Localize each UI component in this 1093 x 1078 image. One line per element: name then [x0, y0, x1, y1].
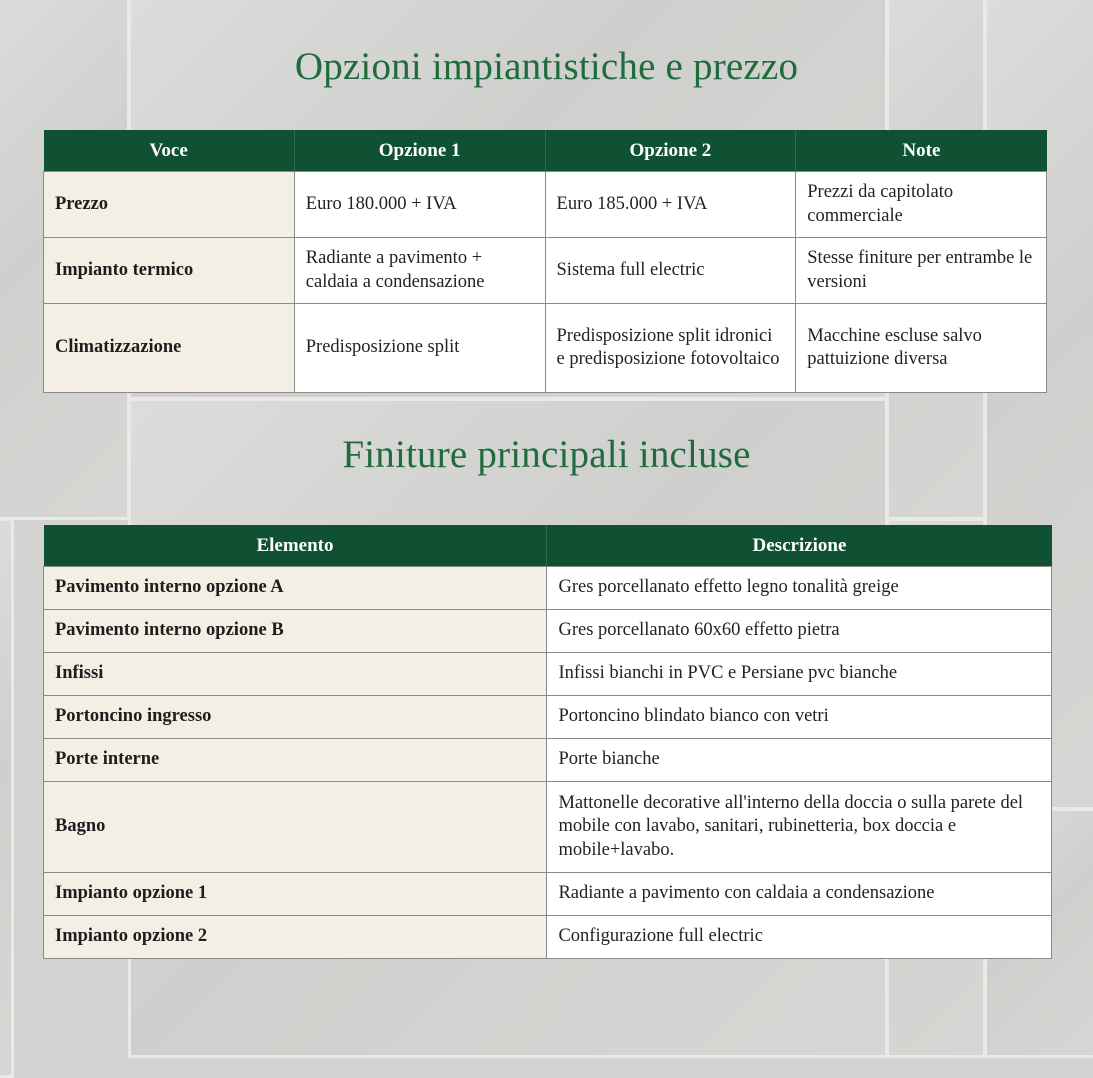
cell-note: Prezzi da capitolato commerciale [796, 172, 1047, 238]
column-header-elemento: Elemento [44, 525, 547, 567]
cell-opzione-2: Euro 185.000 + IVA [545, 172, 796, 238]
table-row [44, 782, 1052, 873]
cell-opzione-1: Euro 180.000 + IVA [294, 172, 545, 238]
row-label: Portoncino ingresso [44, 696, 547, 739]
column-header-note: Note [796, 130, 1047, 172]
column-header-opzione-2: Opzione 2 [545, 130, 796, 172]
row-label: Climatizzazione [44, 304, 295, 393]
row-label: Porte interne [44, 739, 547, 782]
table-row [44, 172, 1047, 238]
column-header-voce: Voce [44, 130, 295, 172]
cell-opzione-2: Sistema full electric [545, 238, 796, 304]
cell-opzione-1: Predisposizione split [294, 304, 545, 393]
row-label: Impianto opzione 2 [44, 916, 547, 959]
table-row [44, 739, 1052, 782]
section-title-options: Opzioni impiantistiche e prezzo [294, 45, 799, 88]
options-price-table [43, 130, 1047, 393]
table-header-row [44, 130, 1047, 172]
table-header-row [44, 525, 1052, 567]
table-row [44, 567, 1052, 610]
row-label: Pavimento interno opzione A [44, 567, 547, 610]
cell-opzione-1: Radiante a pavimento + caldaia a condensazione [294, 238, 545, 304]
row-label: Prezzo [44, 172, 295, 238]
column-header-opzione-1: Opzione 1 [294, 130, 545, 172]
row-label: Infissi [44, 653, 547, 696]
finishes-table [43, 525, 1052, 959]
cell-descrizione: Gres porcellanato effetto legno tonalità greige [547, 567, 1052, 610]
section-title-finishes: Finiture principali incluse [342, 433, 751, 476]
row-label: Bagno [44, 782, 547, 873]
table-row [44, 653, 1052, 696]
cell-descrizione: Portoncino blindato bianco con vetri [547, 696, 1052, 739]
cell-note: Stesse finiture per entrambe le versioni [796, 238, 1047, 304]
cell-descrizione: Infissi bianchi in PVC e Persiane pvc bianche [547, 653, 1052, 696]
table-row [44, 610, 1052, 653]
table-row [44, 238, 1047, 304]
row-label: Impianto termico [44, 238, 295, 304]
cell-descrizione: Mattonelle decorative all'interno della doccia o sulla parete del mobile con lavabo, sanitari, rubinetteria, box doccia e mobile+lavabo. [547, 782, 1052, 873]
cell-note: Macchine escluse salvo pattuizione diversa [796, 304, 1047, 393]
row-label: Pavimento interno opzione B [44, 610, 547, 653]
cell-descrizione: Porte bianche [547, 739, 1052, 782]
table-row [44, 304, 1047, 393]
wall-tile [0, 518, 14, 1078]
table-row [44, 916, 1052, 959]
cell-descrizione: Radiante a pavimento con caldaia a condensazione [547, 873, 1052, 916]
table-row [44, 696, 1052, 739]
column-header-descrizione: Descrizione [547, 525, 1052, 567]
row-label: Impianto opzione 1 [44, 873, 547, 916]
cell-descrizione: Gres porcellanato 60x60 effetto pietra [547, 610, 1052, 653]
table-row [44, 873, 1052, 916]
cell-opzione-2: Predisposizione split idronici e predisposizione fotovoltaico [545, 304, 796, 393]
cell-descrizione: Configurazione full electric [547, 916, 1052, 959]
